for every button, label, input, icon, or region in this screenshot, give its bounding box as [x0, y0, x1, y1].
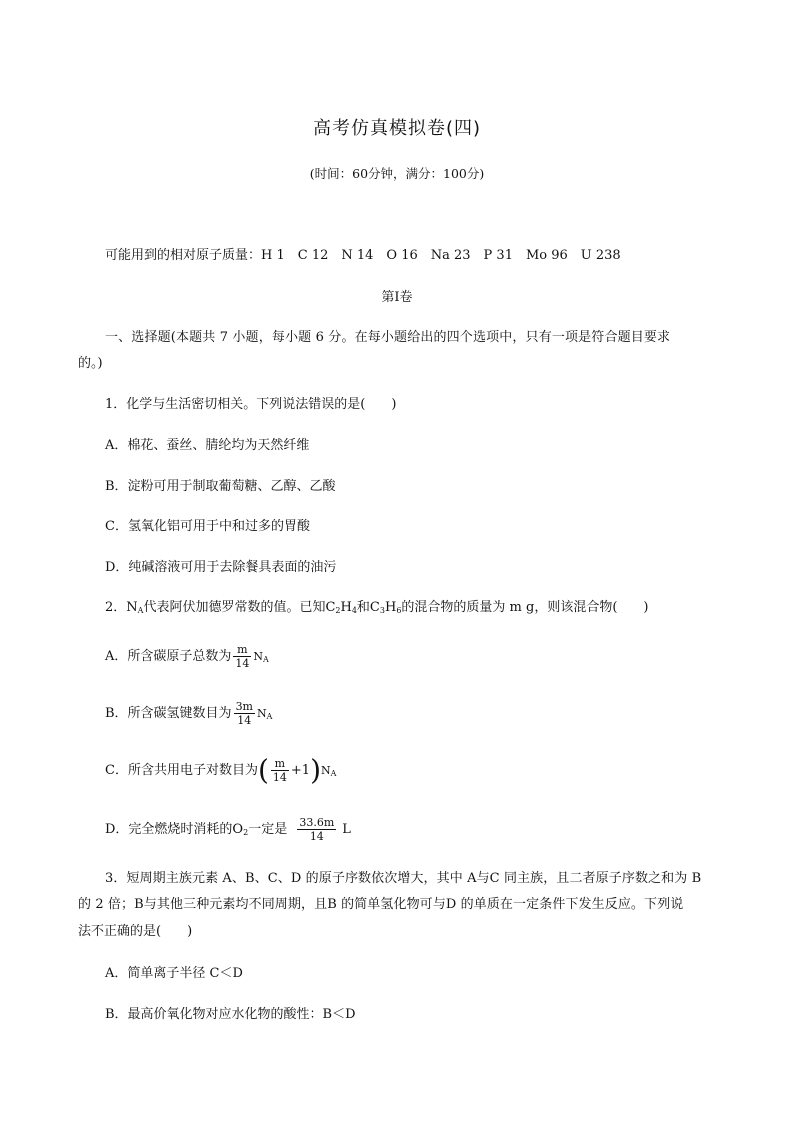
q1-option-d: D．纯碱溶液可用于去除餐具表面的油污 — [105, 560, 337, 575]
q2-option-d: D．完全燃烧时消耗的$O_2$一定是 $\frac{33.6m}{14}$ L — [105, 816, 351, 843]
atomic-masses-line: 可能用到的相对原子质量：H 1 C 12 N 14 O 16 Na 23 P 31 Mo 96 U 238 — [105, 248, 621, 263]
q3-stem-line-1: 3．短周期主族元素 A、B、C、D 的原子序数依次增大，其中 A与C 同主族，且二者原子序数之和为 B — [105, 871, 702, 886]
q3-stem-line-3: 法不正确的是( ) — [78, 924, 193, 939]
q2-option-b: B．所含碳氢键数目为 $\frac{3m}{14}$ $N_A$ — [105, 700, 273, 727]
q3-option-b: B．最高价氧化物对应水化物的酸性：B＜D — [105, 1007, 356, 1022]
q1-option-c: C．氢氧化铝可用于中和过多的胃酸 — [105, 519, 310, 534]
section-label: 第Ⅰ卷 — [381, 290, 413, 305]
q2-stem: 2．$N_A$代表阿伏加德罗常数的值。已知$C_2H_4$和$C_3H_6$的混合物的质量为 m g，则该混合物( ) — [105, 600, 649, 615]
fraction: $\frac{m}{14}$ — [272, 757, 287, 784]
q2-option-a: A．所含碳原子总数为 $\frac{m}{14}$ $N_A$ — [105, 643, 269, 670]
q1-stem: 1．化学与生活密切相关。下列说法错误的是( ) — [105, 397, 397, 412]
exam-time-score: (时间：60分钟，满分：100分) — [309, 166, 485, 181]
q2-option-c: C．所含共用电子对数目为( $\frac{m}{14}$ $+1)N_A$ — [105, 753, 337, 787]
fraction: $\frac{33.6m}{14}$ — [299, 816, 335, 843]
q3-option-a: A．简单离子半径 C＜D — [105, 966, 243, 981]
page-title: 高考仿真模拟卷(四) — [312, 118, 482, 139]
instructions-line-1: 一、选择题(本题共 7 小题，每小题 6 分。在每小题给出的四个选项中，只有一项是符合题目要求 — [105, 330, 671, 345]
q1-option-b: B．淀粉可用于制取葡萄糖、乙醇、乙酸 — [105, 479, 336, 494]
instructions-line-2: 的。) — [78, 356, 103, 371]
q1-option-a: A．棉花、蚕丝、腈纶均为天然纤维 — [105, 438, 310, 453]
fraction: $\frac{m}{14}$ — [235, 643, 250, 670]
fraction: $\frac{3m}{14}$ — [235, 700, 253, 727]
q3-stem-line-2: 的 2 倍；B与其他三种元素均不同周期，且B 的简单氢化物可与D 的单质在一定条件下发生反应。下列说 — [78, 897, 684, 912]
